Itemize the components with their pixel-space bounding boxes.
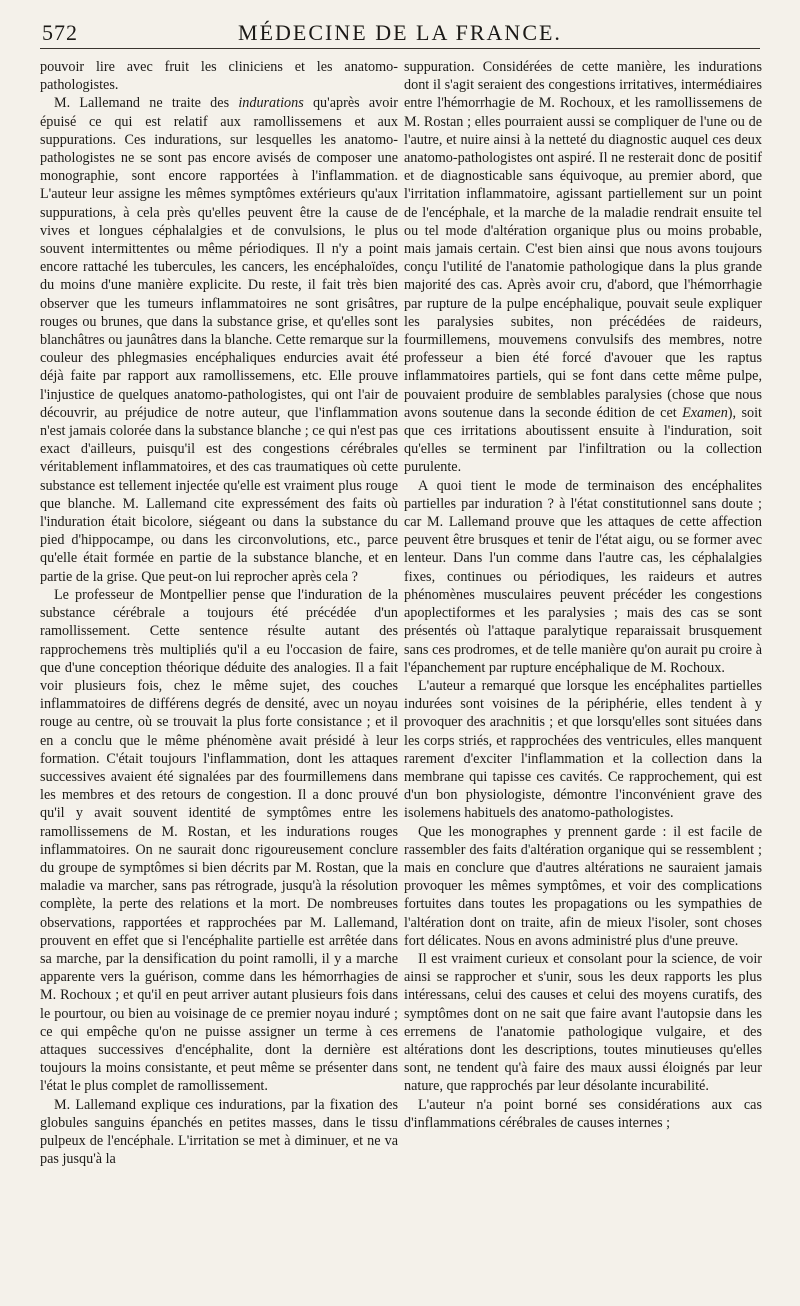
right-column [404, 58, 762, 1132]
right-paragraph-4: Que les monographes y prennent garde : il est facile de rassembler des faits d'altération organique qui se ressemblent ; mais en conclure que d'autres altérations ne sauraient jamais provoquer les mêmes symptômes, et voir des complications fortuites dans toutes les propagations ou les sympathies de l'altération dont on traite, afin de mieux l'isoler, sont choses fort délicates. Nous en avons administré plus d'une preuve. [404, 823, 762, 949]
emphasized-word: Examen [682, 404, 728, 421]
header-rule [40, 48, 760, 49]
page-number: 572 [42, 20, 78, 45]
left-column [40, 58, 398, 1168]
right-paragraph-5: Il est vraiment curieux et consolant pour la science, de voir ainsi se rapprocher et s'unir, sous les deux rapports les plus intéressans, celui des causes et celui des moyens curatifs, des symptômes dont on ne sait que faire avant l'autopsie dans les erremens de l'anatomie pathologique vulgaire, et des altérations dont les descriptions, toutes minutieuses qu'elles sont, ne tendent qu'à faire des maux aussi éloignés par leur nature, que rapprochés par leur désolante incurabilité. [404, 950, 762, 1095]
right-paragraph-2: A quoi tient le mode de terminaison des encéphalites partielles par induration ? à l'état constitutionnel sans doute ; car M. Lallemand prouve que les attaques de cette affection peuvent être brusques et tenir de l'état aigu, ou se former avec lenteur. Dans l'un comme dans l'autre cas, les céphalalgies fixes, continues ou périodiques, les raideurs et autres phénomènes musculaires peuvent précéder les congestions apoplectiformes et les paralysies ; mais des cas se sont présentés où l'attaque paralytique reparaissait brusquement sans ces prodromes, et de telle manière qu'on aurait pu croire à l'épanchement par rupture encéphalique de M. Rochoux. [404, 477, 762, 676]
page-header [0, 20, 800, 50]
left-paragraph-2: M. Lallemand ne traite des indurations qu'après avoir épuisé ce qui est relatif aux ramollissemens et aux suppurations. Ces indurations, sur lesquelles les anatomo-pathologistes ne se sont pas encore avisés de composer une monographie, sont encore rapportées à l'inflammation. L'auteur leur assigne les mêmes symptômes extérieurs qu'aux suppurations, à cela près qu'elles peuvent être la cause de vives et longues céphalalgies et de convulsions, le plus souvent intermittentes ou même périodiques. Il n'y a point encore rattaché les tubercules, les cancers, les encéphaloïdes, du moins d'une manière explicite. Du reste, il fait très bien observer que les tumeurs inflammatoires ne sont grisâtres, rouges ou brunes, que dans la substance grise, et qu'elles sont blanchâtres ou jaunâtres dans la blanche. Cette remarque sur la couleur des phlegmasies encéphaliques endurcies avait été déjà faite par rapport aux ramollissemens, etc. Elle prouve l'injustice de quelques anatomo-pathologistes, qui ont l'air de découvrir, au préjudice de notre auteur, que l'inflammation n'est jamais colorée dans la substance blanche ; ce qui n'est pas exact d'ailleurs, puisqu'il est des congestions cérébrales véritablement inflammatoires, et des cas traumatiques où cette substance est tellement injectée qu'elle est vraiment plus rouge que blanche. M. Lallemand cite expressément des faits où l'induration était bicolore, siégeant ou dans la substance du pied d'hippocampe, ou dans les circonvolutions, etc., parce qu'elle était formée en partie de la substance blanche, et en partie de la grise. Que peut-on lui reprocher après cela ? [40, 95, 398, 585]
right-paragraph-3: L'auteur a remarqué que lorsque les encéphalites partielles indurées sont voisines de la périphérie, elles tendent à y provoquer des arachnitis ; et que lorsqu'elles sont situées dans les corps striés, et rapprochées des ventricules, elles manquent rarement d'exciter l'inflammation et la collection dans la membrane qui tapisse ces cavités. Ce rapprochement, qui est d'un bon physiologiste, démontre l'inconvénient grave des isolemens habituels des anatomo-pathologistes. [404, 677, 762, 822]
left-paragraph-1: pouvoir lire avec fruit les cliniciens et les anatomo-pathologistes. [40, 59, 398, 94]
running-title: MÉDECINE DE LA FRANCE. [238, 20, 562, 45]
left-paragraph-4: M. Lallemand explique ces indurations, par la fixation des globules sanguins épanchés en petites masses, dans le tissu pulpeux de l'encéphale. L'irritation se met à diminuer, et ne va pas jusqu'à la [40, 1096, 398, 1168]
right-paragraph-1: suppuration. Considérées de cette manière, les indurations dont il s'agit seraient des congestions irritatives, intermédiaires entre l'hémorrhagie de M. Rochoux, et les ramollissemens de M. Rostan ; elles pourraient aussi se compliquer de l'une ou de l'autre, et nuire ainsi à la netteté du diagnostic auquel ces deux anatomo-pathologistes ont aspiré. Il ne resterait donc de positif et de diagnosticable sans équivoque, au premier abord, que l'irritation inflammatoire, agissant partiellement sur un point de l'encéphale, et la marche de la maladie rendrait ensuite tel ou tel mode d'altération organique plus ou moins probable, mais jamais certain. C'est bien ainsi que nous avons toujours conçu l'utilité de l'anatomie pathologique dans la plus grande majorité des cas. Après avoir cru, d'abord, que l'hémorrhagie par rupture de la pulpe encéphalique, pouvait seule expliquer les paralysies subites, non précédées de raideurs, fourmillemens, mouvemens convulsifs des membres, notre professeur a bien été forcé d'avouer que les raptus inflammatoires partiels, qui se font dans cette même pulpe, pouvaient produire de semblables paralysies (chose que nous avons soutenue dans la seconde édition de cet Examen), soit que ces irritations aboutissent ensuite à l'induration, soit qu'elles se terminent par l'infiltration ou la collection purulente. [404, 59, 762, 476]
right-paragraph-6: L'auteur n'a point borné ses considérations aux cas d'inflammations cérébrales de causes internes ; [404, 1096, 762, 1131]
left-paragraph-3: Le professeur de Montpellier pense que l'induration de la substance cérébrale a toujours été précédée d'un ramollissement. Cette sentence résulte autant des rapprochemens très multipliés qu'il a eu l'occasion de faire, que d'une conception théorique déduite des analogies. Il a fait voir plusieurs fois, chez le même sujet, des couches inflammatoires de différens degrés de densité, avec un noyau rouge au centre, où se trouvait la plus forte consistance ; et il en a conclu que le même phénomène avait présidé à leur formation. C'était toujours l'inflammation, dont les attaques successives avaient été signalées par des fourmillemens dans les membres et des retours de congestion. Il a donc prouvé qu'il y avait souvent identité de symptômes entre les ramollissemens de M. Rostan, et les indurations rouges inflammatoires. On ne saurait donc rigoureusement conclure du groupe de symptômes si bien décrits par M. Rostan, que la maladie va marcher, sans pas rétrograde, jusqu'à la résolution complète, la perte des relations et la mort. De nombreuses observations, rapportées et rapprochées par M. Lallemand, prouvent en effet que si l'encéphalite partielle est arrêtée dans sa marche, par la densification du point ramolli, il y a marche apparente vers la guérison, comme dans les hémorrhagies de M. Rochoux ; et qu'il en peut arriver autant plusieurs fois dans le pourtour, ou bien au voisinage de ce premier noyau induré ; ce qui empêche qu'on ne puisse assigner un terme à ces attaques successives d'encéphalite, dont la dernière est toujours la moins consistante, et peut même se présenter dans l'état le plus complet de ramollissement. [40, 586, 398, 1095]
emphasized-word: indurations [238, 95, 304, 112]
